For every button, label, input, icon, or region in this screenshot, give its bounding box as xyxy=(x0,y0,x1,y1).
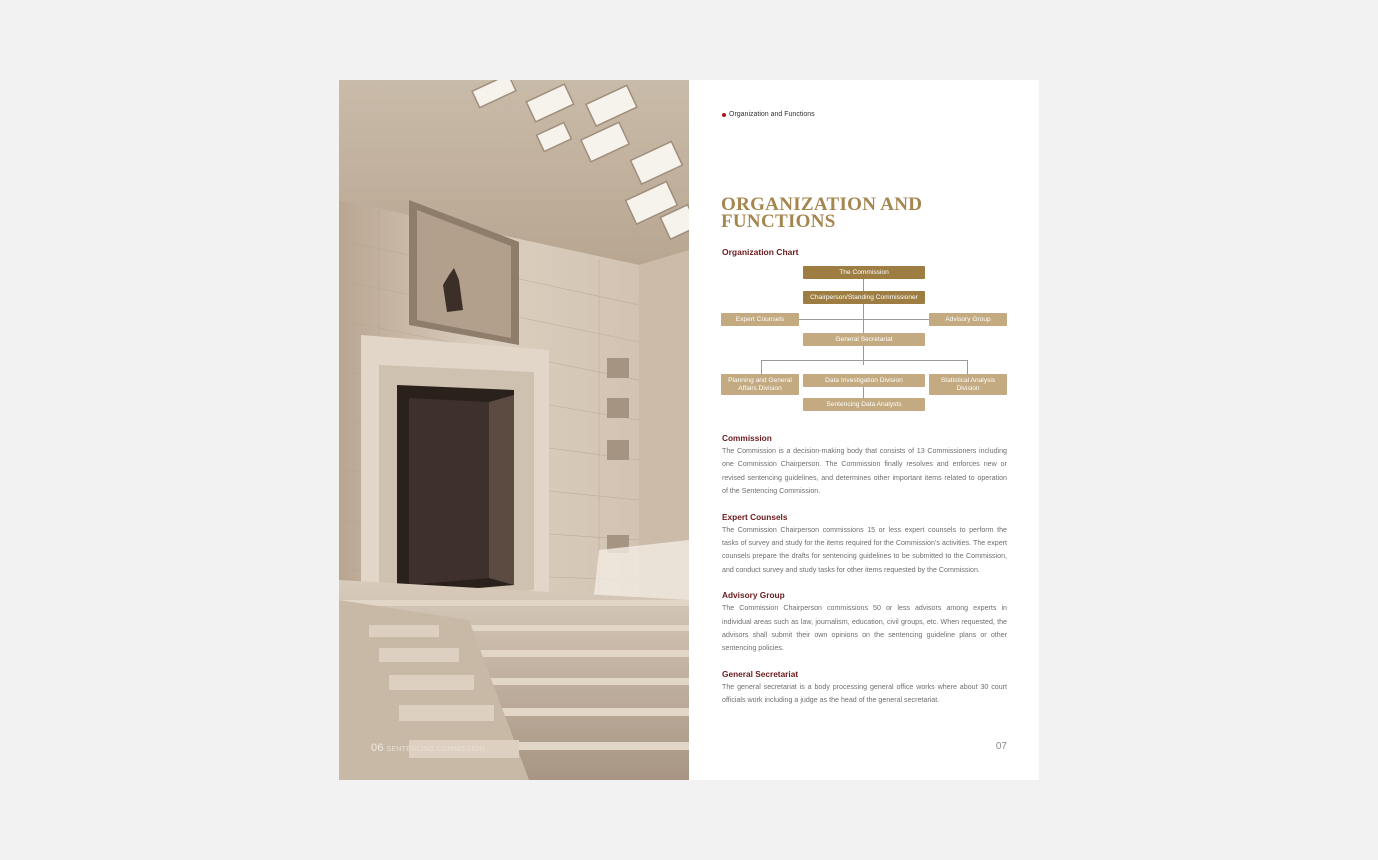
org-box-advisory-group: Advisory Group xyxy=(929,313,1007,326)
brochure-spread xyxy=(339,80,1039,780)
section-body: The general secretariat is a body processing general office works where about 30 court officials work including a judge as the head of the general secretariat. xyxy=(722,682,1007,705)
connector-line xyxy=(761,360,968,361)
connector-line xyxy=(761,360,762,374)
organization-chart xyxy=(689,80,1039,430)
running-footer: SENTENCING COMMISSION xyxy=(386,746,485,753)
section-body: The Commission is a decision-making body that consists of 13 Commissioners including one Commission Chairperson. The Commission finally resolves and enforces new or revised sentencing guidelines, and determines other important items related to operation of the Sentencing Commission. xyxy=(722,447,1007,496)
page-title: ORGANIZATION AND FUNCTIONS xyxy=(721,194,923,232)
left-page xyxy=(339,80,689,780)
section-body: The Commission Chairperson commissions 50 or less advisors among experts in individual areas such as law, journalism, education, civil groups, etc. When requested, the advisors shall submit their own opinions on the sentencing guideline plans or other sentencing policies. xyxy=(722,604,1007,653)
org-box-chairperson: Chairperson/Standing Commissioner xyxy=(803,291,925,304)
connector-line xyxy=(967,360,968,374)
right-page-number: 07 xyxy=(995,741,1007,752)
right-page xyxy=(689,80,1039,780)
left-page-number: 06 xyxy=(371,742,384,754)
section-tag-label: Organization and Functions xyxy=(729,111,815,118)
atrium-photo xyxy=(339,80,689,780)
section-heading: General Secretariat xyxy=(722,668,799,679)
left-page-footer xyxy=(371,742,485,754)
org-box-sentencing-data-analysts: Sentencing Data Analysts xyxy=(803,398,925,411)
chart-heading: Organization Chart xyxy=(722,247,799,257)
org-box-statistical-analysis-division: Statistical Analysis Division xyxy=(929,374,1007,395)
section-heading: Commission xyxy=(722,433,772,443)
section-general-secretariat xyxy=(722,669,1007,708)
description-sections xyxy=(722,433,1007,721)
section-expert-counsels xyxy=(722,512,1007,578)
org-box-general-secretariat: General Secretariat xyxy=(803,333,925,346)
section-heading: Advisory Group xyxy=(722,590,785,601)
connector-line xyxy=(799,319,929,320)
org-box-planning-division: Planning and General Affairs Division xyxy=(721,374,799,395)
connector-line xyxy=(863,386,864,398)
org-box-expert-counsels: Expert Counsels xyxy=(721,313,799,326)
section-advisory-group xyxy=(722,590,1007,656)
section-heading: Expert Counsels xyxy=(722,511,788,522)
org-box-commission: The Commission xyxy=(803,266,925,279)
section-commission xyxy=(722,433,1007,499)
section-body: The Commission Chairperson commissions 15 or less expert counsels to perform the tasks of survey and study for the items required for the Commission’s activities. The expert counsels prepare the drafts for sentencing guidelines to be submitted to the Commission, and conduct survey and study tasks for other items requested by the Commission. xyxy=(722,525,1007,574)
org-box-data-investigation-division: Data Investigation Division xyxy=(803,374,925,387)
